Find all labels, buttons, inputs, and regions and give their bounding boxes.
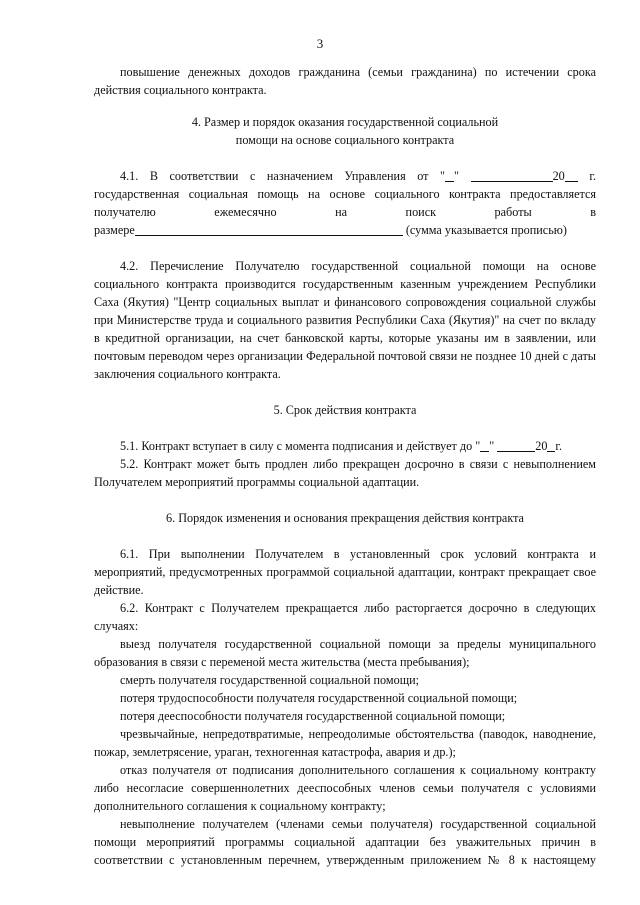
paragraph-4-2: 4.2. Перечисление Получателю государственной социальной помощи на основе социального контракта производится государственным казенным учреждением Республики Саха (Якутия) "Центр социальных выплат и финансового сопровождения социальной службы при Министерстве труда и социального развития Республики Саха (Якутия)" на счет по вкладу в кредитной организации, на счет банковской карты, которые указаны им в заявлении, или почтовым переводом через организации Федеральной почтовой связи не позднее 10 дней с даты заключения социального контракта. bbox=[94, 259, 596, 381]
paragraph-4-1-line-3: получателю ежемесячно на поиск работы в bbox=[94, 205, 596, 219]
section-4-title-line-2: помощи на основе социального контракта bbox=[235, 133, 455, 147]
section-5-title: 5. Срок действия контракта bbox=[273, 403, 417, 417]
intro-line-1: повышение денежных доходов гражданина (семьи гражданина) по истечении срока bbox=[120, 65, 596, 79]
p51-text-c: 20 bbox=[535, 439, 548, 453]
p41-text-a: 4.1. В соответствии с назначением Управления от " bbox=[120, 169, 446, 183]
p41-amount-note: (сумма указывается прописью) bbox=[405, 223, 567, 237]
paragraph-6-2: 6.2. Контракт с Получателем прекращается либо расторгается досрочно в следующих случаях: bbox=[94, 601, 596, 633]
section-4-title-line-1: 4. Размер и порядок оказания государственной социальной bbox=[191, 115, 499, 129]
paragraph-4-1-line-2: государственная социальная помощь на основе социального контракта предоставляется bbox=[94, 187, 596, 201]
year-blank bbox=[565, 169, 578, 182]
p51-text-d: г. bbox=[555, 439, 563, 453]
end-month-blank bbox=[497, 439, 535, 452]
paragraph-4-1-line-4 bbox=[94, 221, 596, 239]
list-item: чрезвычайные, непредотвратимые, непреодолимые обстоятельства (паводок, наводнение, пожар, землетрясение, ураган, техногенная катастрофа, авария и др.); bbox=[94, 727, 596, 759]
list-item: отказ получателя от подписания дополнительного соглашения к социальному контракту либо несогласие совершеннолетних дееспособных членов семьи получателя с условиями дополнительного соглашения к социальному контракту; bbox=[94, 763, 596, 813]
intro-line-2: действия социального контракта. bbox=[94, 83, 267, 97]
paragraph-5-1 bbox=[94, 437, 596, 455]
p41-text-d: г. bbox=[589, 169, 596, 183]
list-item: потеря дееспособности получателя государственной социальной помощи; bbox=[120, 709, 506, 723]
list-item: потеря трудоспособности получателя государственной социальной помощи; bbox=[120, 691, 518, 705]
section-6-title: 6. Порядок изменения и основания прекращения действия контракта bbox=[166, 511, 524, 525]
p51-text-a: 5.1. Контракт вступает в силу с момента подписания и действует до " bbox=[120, 439, 481, 453]
p41-text-c: 20 bbox=[552, 169, 565, 183]
page-number: 3 bbox=[316, 36, 324, 51]
p51-text-b: " bbox=[489, 439, 495, 453]
list-item: невыполнение получателем (членами семьи получателя) государственной социальной помощи мероприятий программы социальной адаптации без уважительных причин в соответствии с установленным перечнем, утвержденным приложением № 8 к настоящему bbox=[94, 817, 596, 867]
document-body bbox=[94, 63, 596, 869]
amount-blank bbox=[135, 223, 403, 236]
p41-text-b: " bbox=[454, 169, 460, 183]
p41-amount-label: размере bbox=[94, 223, 135, 237]
paragraph-6-1: 6.1. При выполнении Получателем в установленный срок условий контракта и мероприятий, предусмотренных программой социальной адаптации, контракт прекращает свое действие. bbox=[94, 547, 596, 597]
month-blank bbox=[471, 169, 553, 182]
list-item: смерть получателя государственной социальной помощи; bbox=[120, 673, 419, 687]
paragraph-5-2: 5.2. Контракт может быть продлен либо прекращен досрочно в связи с невыполнением Получателем мероприятий программы социальной адаптации. bbox=[94, 457, 596, 489]
list-item: выезд получателя государственной социальной помощи за пределы муниципального образования в связи с переменой места жительства (места пребывания); bbox=[94, 637, 596, 669]
paragraph-4-1-line-1 bbox=[94, 167, 596, 185]
end-day-blank bbox=[480, 439, 489, 452]
day-blank bbox=[445, 169, 454, 182]
